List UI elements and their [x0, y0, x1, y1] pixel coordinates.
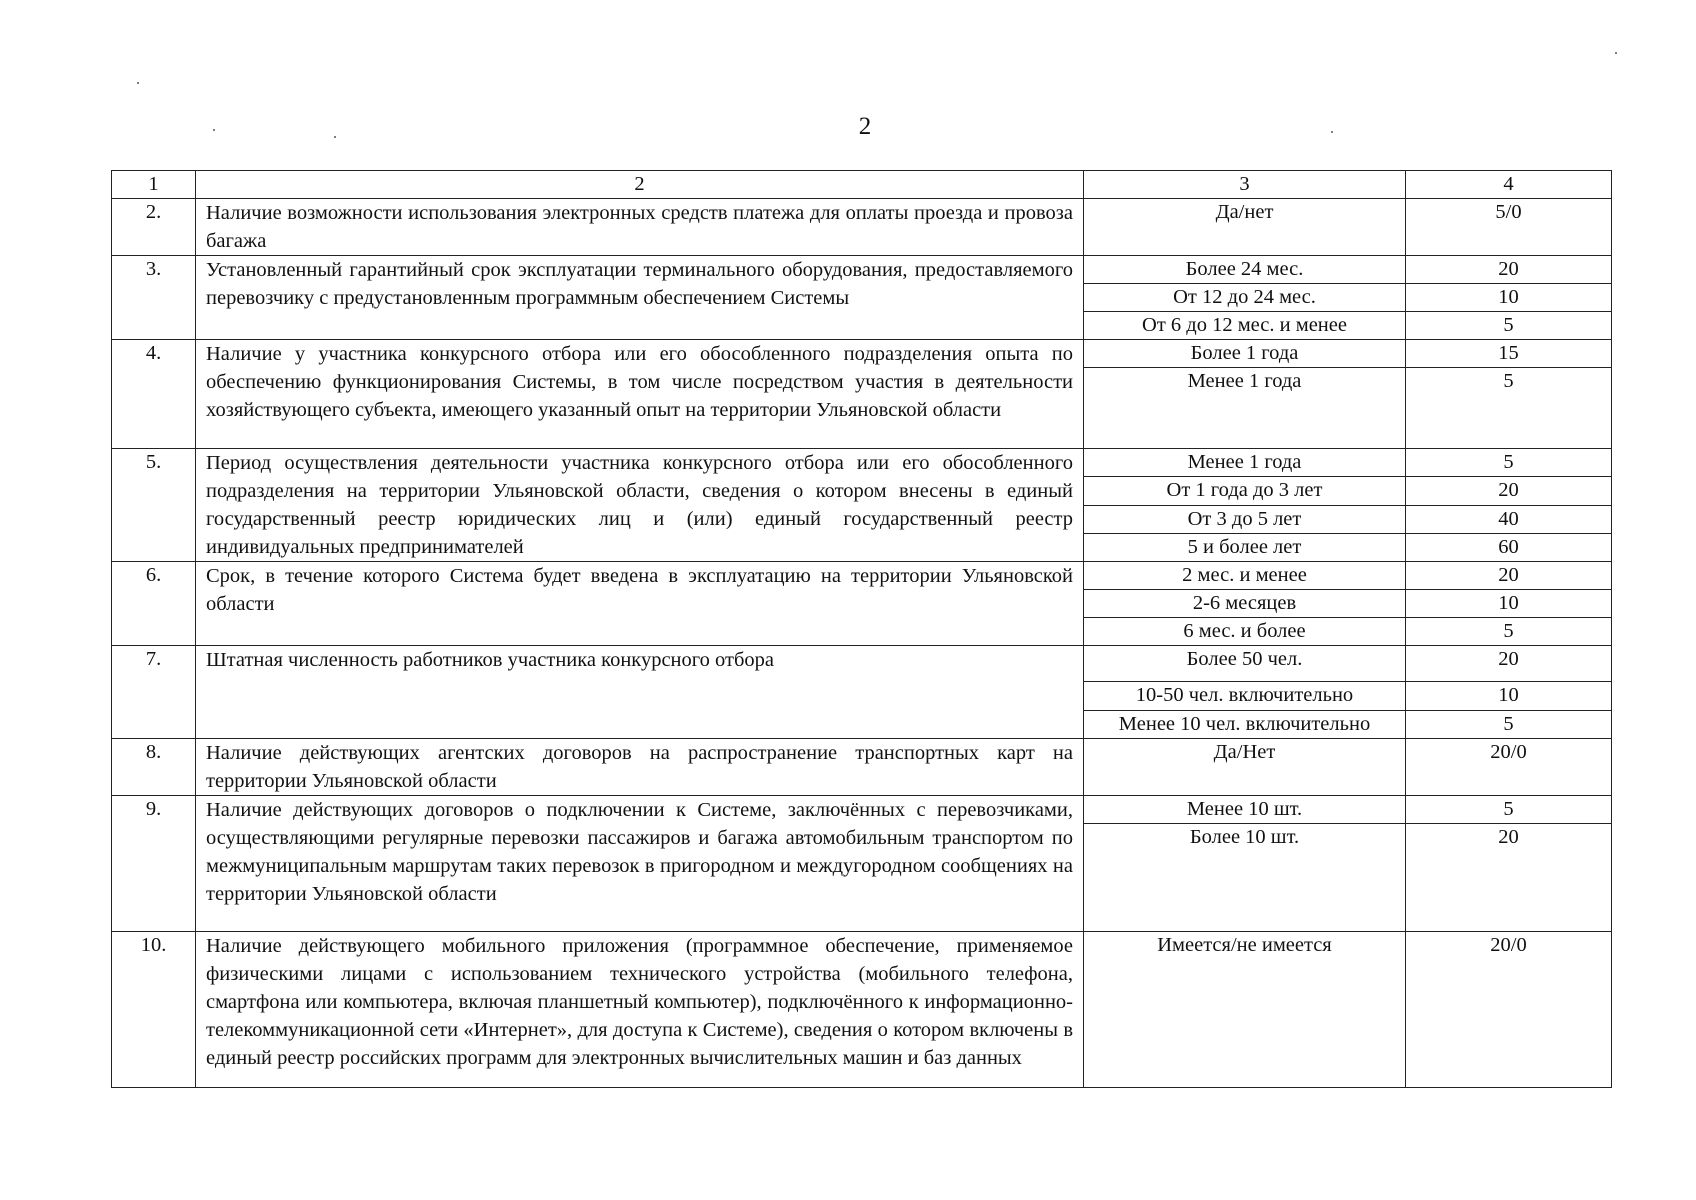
criterion-number: 8.: [112, 739, 196, 796]
criteria-table: [111, 170, 1612, 1088]
criterion-points: 20: [1406, 646, 1612, 682]
table-row: [112, 449, 1612, 477]
criteria-table-body: [112, 171, 1612, 1088]
table-row: [112, 340, 1612, 368]
criterion-points: 10: [1406, 590, 1612, 618]
criterion-option: 6 мес. и более: [1084, 618, 1406, 646]
header-cell-3: 3: [1084, 171, 1406, 199]
criterion-points: 60: [1406, 533, 1612, 561]
criterion-description: Установленный гарантийный срок эксплуатации терминального оборудования, предоставляемого перевозчику с предустановленным программным обеспечением Системы: [196, 256, 1084, 340]
criterion-points: 20: [1406, 477, 1612, 505]
criterion-points: 20: [1406, 824, 1612, 932]
criterion-number: 10.: [112, 932, 196, 1088]
criterion-number: 2.: [112, 199, 196, 256]
criterion-option: Более 50 чел.: [1084, 646, 1406, 682]
table-row: [112, 256, 1612, 284]
criterion-option: От 3 до 5 лет: [1084, 505, 1406, 533]
criterion-option: Менее 10 шт.: [1084, 796, 1406, 824]
criterion-option: Более 1 года: [1084, 340, 1406, 368]
header-cell-4: 4: [1406, 171, 1612, 199]
criterion-option: Менее 10 чел. включительно: [1084, 711, 1406, 739]
criterion-option: 5 и более лет: [1084, 533, 1406, 561]
criterion-description: Наличие действующих агентских договоров на распространение транспортных карт на территории Ульяновской области: [196, 739, 1084, 796]
header-cell-1: 1: [112, 171, 196, 199]
criterion-points: 5/0: [1406, 199, 1612, 256]
criterion-description: Наличие у участника конкурсного отбора или его обособленного подразделения опыта по обеспечению функционирования Системы, в том числе посредством участия в деятельности хозяйствующего субъекта, имеющего указанный опыт на территории Ульяновской области: [196, 340, 1084, 449]
criterion-option: 10-50 чел. включительно: [1084, 682, 1406, 711]
header-cell-2: 2: [196, 171, 1084, 199]
criterion-option: Более 10 шт.: [1084, 824, 1406, 932]
criterion-points: 5: [1406, 618, 1612, 646]
page-number: 2: [858, 113, 872, 140]
table-row: [112, 646, 1612, 682]
criterion-number: 7.: [112, 646, 196, 739]
table-row: [112, 796, 1612, 824]
criterion-points: 20/0: [1406, 739, 1612, 796]
criterion-description: Срок, в течение которого Система будет введена в эксплуатацию на территории Ульяновской области: [196, 562, 1084, 646]
criterion-option: От 1 года до 3 лет: [1084, 477, 1406, 505]
criterion-number: 3.: [112, 256, 196, 340]
criterion-option: Менее 1 года: [1084, 368, 1406, 449]
criterion-points: 5: [1406, 796, 1612, 824]
criterion-points: 40: [1406, 505, 1612, 533]
criterion-points: 20/0: [1406, 932, 1612, 1088]
criterion-option: Да/нет: [1084, 199, 1406, 256]
criterion-option: От 12 до 24 мес.: [1084, 284, 1406, 312]
criterion-description: Наличие действующих договоров о подключении к Системе, заключённых с перевозчиками, осуществляющими регулярные перевозки пассажиров и багажа автомобильным транспортом по межмуниципальным маршрутам таких перевозок в пригородном и междугородном сообщениях на территории Ульяновской области: [196, 796, 1084, 932]
criterion-points: 5: [1406, 368, 1612, 449]
criterion-points: 20: [1406, 562, 1612, 590]
criterion-number: 9.: [112, 796, 196, 932]
criterion-option: Менее 1 года: [1084, 449, 1406, 477]
criterion-option: 2-6 месяцев: [1084, 590, 1406, 618]
criterion-number: 4.: [112, 340, 196, 449]
table-row: [112, 739, 1612, 796]
table-row: [112, 199, 1612, 256]
table-row: [112, 562, 1612, 590]
criterion-description: Штатная численность работников участника конкурсного отбора: [196, 646, 1084, 739]
criterion-description: Период осуществления деятельности участника конкурсного отбора или его обособленного подразделения на территории Ульяновской области, сведения о котором внесены в единый государственный реестр юридических лиц и (или) единый государственный реестр индивидуальных предпринимателей: [196, 449, 1084, 562]
criterion-description: Наличие действующего мобильного приложения (программное обеспечение, применяемое физическими лицами с использованием технического устройства (мобильного телефона, смартфона или компьютера, включая планшетный компьютер), подключённого к информационно-телекоммуникационной сети «Интернет», для доступа к Системе), сведения о котором включены в единый реестр российских программ для электронных вычислительных машин и баз данных: [196, 932, 1084, 1088]
criterion-option: Да/Нет: [1084, 739, 1406, 796]
criterion-points: 10: [1406, 284, 1612, 312]
criterion-points: 5: [1406, 312, 1612, 340]
criterion-option: Более 24 мес.: [1084, 256, 1406, 284]
criterion-option: От 6 до 12 мес. и менее: [1084, 312, 1406, 340]
criterion-points: 10: [1406, 682, 1612, 711]
criterion-option: 2 мес. и менее: [1084, 562, 1406, 590]
criterion-option: Имеется/не имеется: [1084, 932, 1406, 1088]
criterion-number: 5.: [112, 449, 196, 562]
criterion-points: 5: [1406, 711, 1612, 739]
criterion-points: 15: [1406, 340, 1612, 368]
criterion-points: 20: [1406, 256, 1612, 284]
criterion-points: 5: [1406, 449, 1612, 477]
table-header-row: [112, 171, 1612, 199]
table-row: [112, 932, 1612, 1088]
criterion-number: 6.: [112, 562, 196, 646]
criterion-description: Наличие возможности использования электронных средств платежа для оплаты проезда и провоза багажа: [196, 199, 1084, 256]
